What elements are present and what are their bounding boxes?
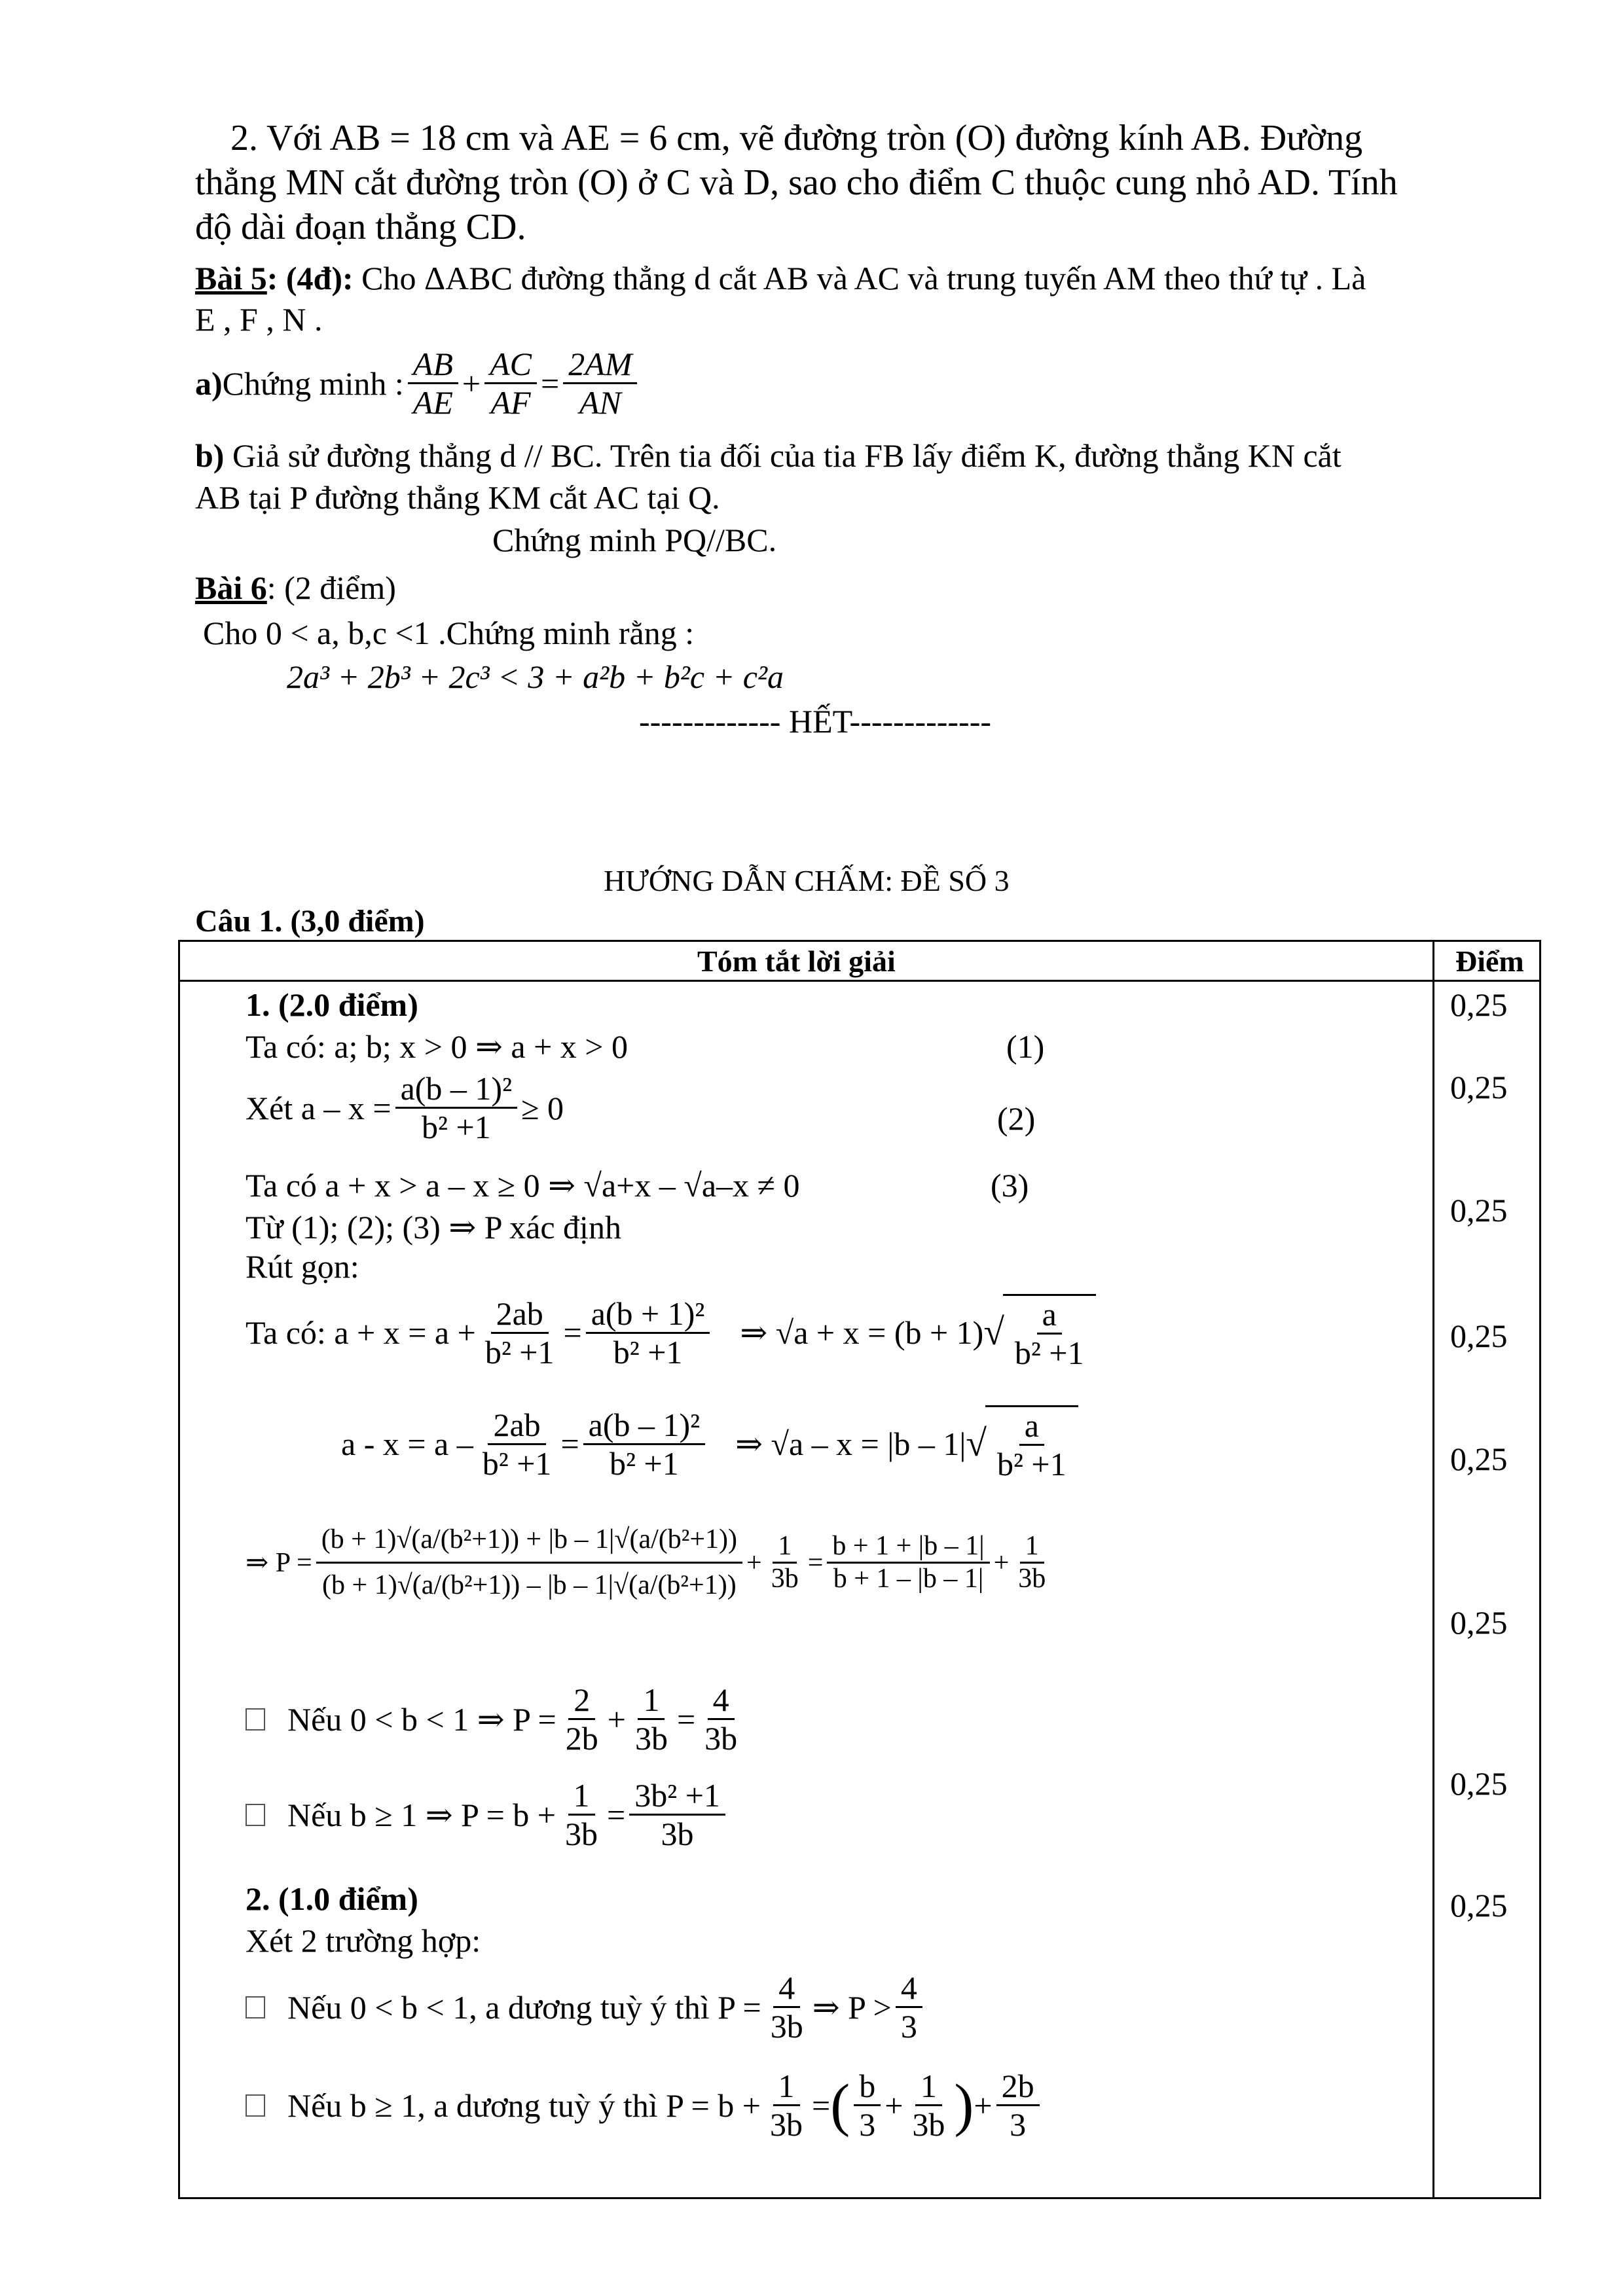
equals: = [563, 1314, 582, 1351]
column-divider [1432, 942, 1434, 2197]
score-cell: 0,25 [1450, 1318, 1508, 1354]
frac-num: b + 1 + |b – 1| [827, 1531, 989, 1564]
line-3: Ta có a + x > a – x ≥ 0 ⇒ √a+x – √a–x ≠ 0 [246, 1167, 800, 1204]
frac-num: 2ab [488, 1407, 545, 1445]
case-2 [246, 1777, 729, 1852]
radical-icon: √ [983, 1312, 1004, 1353]
equals-sign: = [540, 365, 560, 402]
line-6-pre: Ta có: a + x = a + [246, 1314, 476, 1351]
part2-line1: Xét 2 trường hợp: [246, 1922, 481, 1959]
frac-den: 3b [770, 2008, 803, 2045]
frac-den: 3b [770, 2106, 803, 2143]
plus: + [974, 2087, 993, 2124]
bai5-a-text: Chứng minh : [222, 365, 404, 402]
frac [992, 1407, 1072, 1482]
equals: = [812, 2087, 831, 2124]
line-2-pre: Xét a – x = [246, 1089, 392, 1126]
score-cell: 0,25 [1450, 986, 1508, 1023]
frac [765, 1969, 809, 2045]
frac-den: 3 [1010, 2106, 1027, 2143]
tag-1: (1) [1006, 1028, 1045, 1065]
line-2-post: ≥ 0 [521, 1089, 564, 1126]
bai6-line1 [195, 568, 396, 607]
part1-title: 1. (2.0 điểm) [246, 986, 418, 1023]
tag-3: (3) [991, 1167, 1029, 1204]
bai5-part-a [195, 346, 641, 421]
case-3-mid: ⇒ P > [812, 1988, 892, 2026]
frac [854, 2068, 881, 2143]
radical-icon: √ [966, 1423, 987, 1464]
frac-num: AC [484, 346, 537, 384]
frac-den: 3b [1018, 1564, 1046, 1594]
frac-num: 1 [773, 1531, 797, 1564]
frac [560, 1777, 603, 1852]
frac-num: 1 [773, 2068, 800, 2106]
solution-table [178, 940, 1541, 2199]
frac-den: b² +1 [610, 1444, 679, 1482]
line-8 [246, 1518, 1055, 1607]
frac [477, 1407, 557, 1482]
line-4: Từ (1); (2); (3) ⇒ P xác định [246, 1209, 621, 1246]
case-1-pre: Nếu 0 < b < 1 ⇒ P = [287, 1700, 556, 1738]
score-cell: 0,25 [1450, 1192, 1508, 1229]
frac-num: (b + 1)√(a/(b²+1)) + |b – 1|√(a/(b²+1)) [316, 1518, 742, 1564]
part2-line3: độ dài đoạn thẳng CD. [195, 207, 526, 247]
equals: = [607, 1796, 626, 1833]
frac [1013, 1531, 1051, 1594]
bai6-text: Cho 0 < a, b,c <1 .Chứng minh rằng : [203, 615, 695, 651]
frac-den: b² +1 [1014, 1335, 1084, 1371]
plus: + [746, 1547, 762, 1578]
frac-den: AF [490, 384, 531, 421]
score-cell: 0,25 [1450, 1069, 1508, 1105]
checkbox-icon [246, 2094, 265, 2117]
frac [629, 1777, 725, 1852]
line-7 [341, 1405, 1078, 1482]
frac-den: b² +1 [996, 1446, 1067, 1482]
header-divider [180, 980, 1539, 982]
frac [827, 1531, 989, 1594]
frac-num: a(b – 1)² [583, 1407, 705, 1445]
checkbox-icon [246, 1708, 265, 1731]
line-6 [246, 1294, 1096, 1371]
bai5-text1: Cho ΔABC đường thẳng d cắt AB và AC và trung tuyến AM theo thứ tự . Là [353, 260, 1366, 296]
checkbox-icon [246, 1804, 265, 1826]
case-2-pre: Nếu b ≥ 1 ⇒ P = b + [287, 1796, 556, 1833]
frac-den: 3b [771, 1564, 799, 1594]
case-3 [246, 1969, 926, 2045]
frac-den: b² +1 [484, 1333, 555, 1371]
frac [480, 1295, 560, 1371]
frac-den: b² +1 [482, 1444, 552, 1482]
frac-num: 1 [568, 1777, 595, 1816]
case-1 [246, 1681, 746, 1757]
frac-num: 1 [638, 1681, 665, 1720]
right-paren: ) [954, 2072, 974, 2138]
part2-title: 2. (1.0 điểm) [246, 1880, 418, 1917]
frac [1010, 1296, 1089, 1371]
line-2 [246, 1070, 564, 1145]
frac-den: 3 [859, 2106, 876, 2143]
bai5-b-text1: Giả sử đường thẳng d // BC. Trên tia đối của tia FB lấy điểm K, đường thẳng KN cắt [224, 437, 1341, 474]
frac-num: a [1019, 1407, 1044, 1446]
frac-den: 2b [565, 1720, 598, 1757]
case-4 [246, 2068, 1044, 2143]
frac-den: AE [412, 384, 453, 421]
case-3-pre: Nếu 0 < b < 1, a dương tuỳ ý thì P = [287, 1988, 761, 2026]
bai5-points: : (4đ): [266, 260, 354, 296]
frac-num: 4 [773, 1969, 800, 2008]
frac-num: a(b – 1)² [395, 1070, 517, 1109]
frac-den: 3b [704, 1720, 738, 1757]
frac-den: b² +1 [421, 1109, 491, 1145]
line-5: Rút gọn: [246, 1248, 359, 1285]
frac [766, 1531, 804, 1594]
bai5-b-line1 [195, 436, 1341, 475]
frac-num: a [1037, 1296, 1062, 1335]
frac [560, 1681, 604, 1757]
frac [896, 1969, 922, 2045]
bai6-inequality: 2a³ + 2b³ + 2c³ < 3 + a²b + b²c + c²a [287, 658, 784, 695]
frac [583, 1407, 705, 1482]
plus-sign: + [462, 365, 481, 402]
frac [765, 2068, 808, 2143]
case-4-pre: Nếu b ≥ 1, a dương tuỳ ý thì P = b + [287, 2087, 761, 2124]
checkbox-icon [246, 1996, 265, 2018]
frac [586, 1295, 710, 1371]
frac-num: 2 [568, 1681, 595, 1720]
frac [630, 1681, 673, 1757]
score-cell: 0,25 [1450, 1765, 1508, 1802]
bai6-points: : (2 điểm) [266, 569, 396, 606]
frac-num: a(b + 1)² [586, 1295, 710, 1334]
end-marker: ------------- HẾT------------- [639, 703, 992, 740]
frac [395, 1070, 517, 1145]
frac-den: 3b [661, 1816, 694, 1852]
frac-den: 3 [900, 2008, 917, 2045]
plus: + [884, 2087, 903, 2124]
frac-num: 2b [996, 2068, 1040, 2106]
col-header-solution: Tóm tắt lời giải [697, 944, 896, 978]
frac-den: 3b [912, 2106, 945, 2143]
frac-num: AB [408, 346, 458, 384]
frac-num: b [854, 2068, 881, 2106]
score-cell: 0,25 [1450, 1604, 1508, 1641]
equals: = [676, 1700, 696, 1738]
tag-2: (2) [997, 1100, 1036, 1137]
cau1-title: Câu 1. (3,0 điểm) [195, 904, 425, 939]
bai5-b-line3: Chứng minh PQ//BC. [492, 522, 777, 558]
frac [996, 2068, 1040, 2143]
left-paren: ( [830, 2072, 850, 2138]
bai5-line1 [195, 259, 1366, 298]
bai6-title: Bài 6 [195, 569, 267, 606]
frac-num: 1 [915, 2068, 942, 2106]
equals: = [807, 1547, 824, 1578]
bai5-b-line2: AB tại P đường thẳng KM cắt AC tại Q. [195, 479, 720, 516]
frac-num: 3b² +1 [629, 1777, 725, 1816]
frac-den: b² +1 [613, 1333, 683, 1371]
frac-den: b + 1 – |b – 1| [833, 1564, 984, 1594]
line-1: Ta có: a; b; x > 0 ⇒ a + x > 0 [246, 1028, 628, 1065]
bai5-title: Bài 5 [195, 260, 267, 296]
frac-num: 2AM [563, 346, 637, 384]
part2-line2: thẳng MN cắt đường tròn (O) ở C và D, sao cho điểm C thuộc cung nhỏ AD. Tính [195, 162, 1398, 203]
line-6-post: ⇒ √a + x = (b + 1) [740, 1314, 984, 1351]
bai5-a-label: a) [195, 365, 223, 402]
frac-num: 4 [896, 1969, 922, 2008]
frac-den: 3b [565, 1816, 598, 1852]
line-8-pre: ⇒ P = [246, 1547, 312, 1578]
bai5-line2: E , F , N . [195, 301, 323, 338]
line-7-post: ⇒ √a – x = |b – 1| [735, 1426, 966, 1462]
frac [699, 1681, 742, 1757]
frac-ab-ae [408, 346, 458, 421]
frac-den: (b + 1)√(a/(b²+1)) – |b – 1|√(a/(b²+1)) [322, 1570, 737, 1601]
frac-2am-an [563, 346, 637, 421]
line-7-pre: a - x = a – [341, 1426, 473, 1462]
frac-den: 3b [634, 1720, 668, 1757]
plus: + [993, 1547, 1010, 1578]
frac-ac-af [484, 346, 537, 421]
part2-line1: 2. Với AB = 18 cm và AE = 6 cm, vẽ đường tròn (O) đường kính AB. Đường [230, 118, 1363, 158]
frac-big [316, 1518, 742, 1607]
col-header-score: Điểm [1455, 944, 1524, 978]
score-cell: 0,25 [1450, 1441, 1508, 1477]
score-cell: 0,25 [1450, 1887, 1508, 1924]
guide-title: HƯỚNG DẪN CHẤM: ĐỀ SỐ 3 [604, 864, 1010, 897]
frac-num: 2ab [491, 1295, 549, 1334]
equals: = [560, 1426, 579, 1462]
frac [907, 2068, 950, 2143]
frac-num: 4 [708, 1681, 735, 1720]
plus: + [607, 1700, 626, 1738]
frac-den: AN [579, 384, 621, 421]
frac-num: 1 [1020, 1531, 1044, 1564]
bai5-b-label: b) [195, 437, 225, 474]
